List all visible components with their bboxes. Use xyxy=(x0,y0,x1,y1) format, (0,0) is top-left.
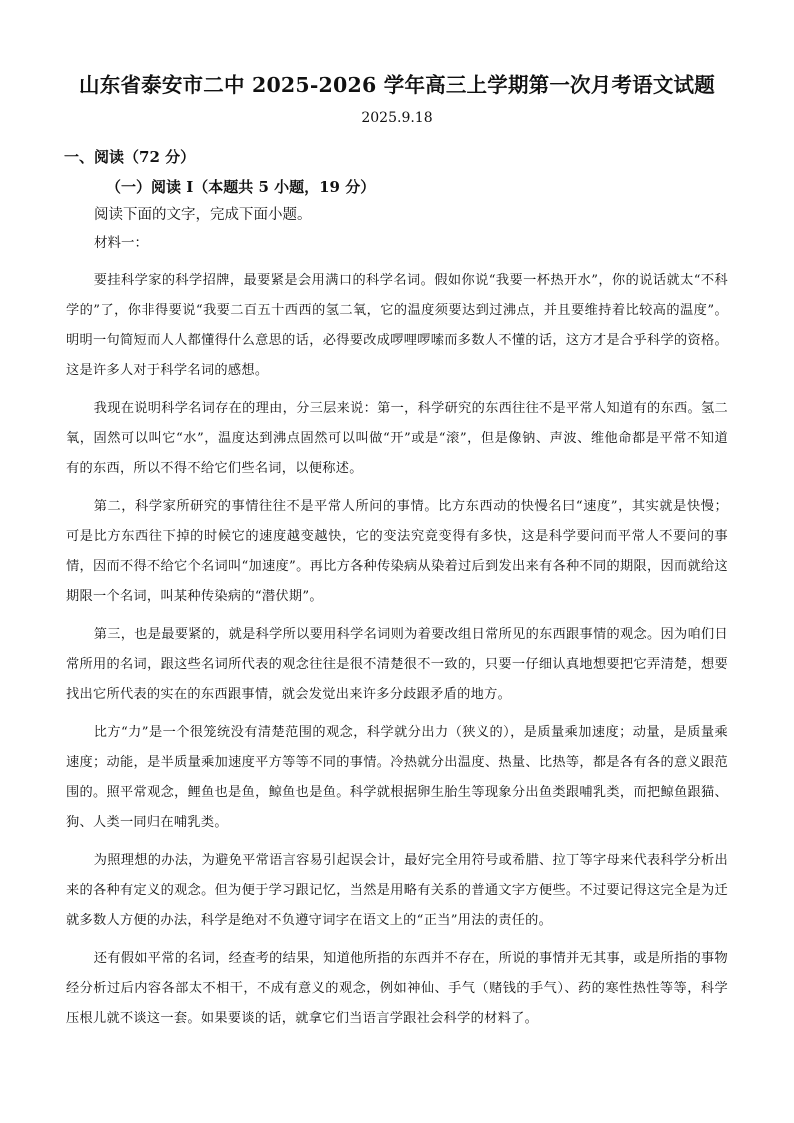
passage-paragraph: 我现在说明科学名词存在的理由，分三层来说：第一，科学研究的东西往往不是平常人知道有的东西。氢二氧，固然可以叫它“水”，温度达到沸点固然可以叫做“开”或是“滚”，但是像钠、声波、维他命都是平常不知道有的东西，所以不得不给它们些名词，以便称述。 xyxy=(66,401,728,476)
exam-date: 2025.9.18 xyxy=(361,110,433,126)
passage-paragraph: 第二，科学家所研究的事情往往不是平常人所问的事情。比方东西动的快慢名曰“速度”，其实就是快慢；可是比方东西往下掉的时候它的速度越变越快，它的变法究竟变得有多快，这是科学要问而平常人不要问的事情，因而不得不给它个名词叫“加速度”。再比方各种传染病从染着过后到发出来有各种不同的期限，因而就给这期限一个名词，叫某种传染病的“潜伏期”。 xyxy=(66,499,728,604)
material-label: 材料一： xyxy=(94,235,148,251)
passage-body xyxy=(66,258,728,1034)
section-heading: 一、阅读（72 分） xyxy=(64,148,196,166)
exam-title: 山东省泰安市二中 2025-2026 学年高三上学期第一次月考语文试题 xyxy=(79,73,715,97)
subsection-heading: （一）阅读 I（本题共 5 小题，19 分） xyxy=(106,178,376,196)
reading-instruction: 阅读下面的文字，完成下面小题。 xyxy=(94,207,312,223)
passage-paragraph: 要挂科学家的科学招牌，最要紧是会用满口的科学名词。假如你说“我要一杯热开水”，你的说话就太“不科学的”了，你非得要说“我要二百五十西西的氢二氧，它的温度须要达到过沸点，并且要维持着比较高的温度”。明明一句简短而人人都懂得什么意思的话，必得要改成啰哩啰嗦而多数人不懂的话，这方才是合乎科学的资格。这是许多人对于科学名词的感想。 xyxy=(66,273,728,378)
passage-paragraph: 为照理想的办法，为避免平常语言容易引起误会计，最好完全用符号或希腊、拉丁等字母来代表科学分析出来的各种有定义的观念。但为便于学习跟记忆，当然是用略有关系的普通文字方便些。不过要记得这完全是为迁就多数人方便的办法，科学是绝对不负遵守词字在语文上的“正当”用法的责任的。 xyxy=(66,853,728,928)
passage-paragraph: 比方“力”是一个很笼统没有清楚范围的观念，科学就分出力（狭义的），是质量乘加速度；动量，是质量乘速度；动能，是半质量乘加速度平方等等不同的事情。冷热就分出温度、热量、比热等，都是各有各的意义跟范围的。照平常观念，鲤鱼也是鱼，鲸鱼也是鱼。科学就根据卵生胎生等现象分出鱼类跟哺乳类，而把鲸鱼跟猫、狗、人类一同归在哺乳类。 xyxy=(66,725,728,830)
passage-paragraph: 还有假如平常的名词，经查考的结果，知道他所指的东西并不存在，所说的事情并无其事，或是所指的事物经分析过后内容各部太不相干，不成有意义的观念，例如神仙、手气（赌钱的手气）、药的寒性热性等等，科学压根儿就不谈这一套。如果要谈的话，就拿它们当语言学跟社会科学的材料了。 xyxy=(66,951,728,1026)
passage-paragraph: 第三，也是最要紧的，就是科学所以要用科学名词则为着要改组日常所见的东西跟事情的观念。因为咱们日常所用的名词，跟这些名词所代表的观念往往是很不清楚很不一致的，只要一仔细认真地想要把它弄清楚，想要找出它所代表的实在的东西跟事情，就会发觉出来许多分歧跟矛盾的地方。 xyxy=(66,627,728,702)
